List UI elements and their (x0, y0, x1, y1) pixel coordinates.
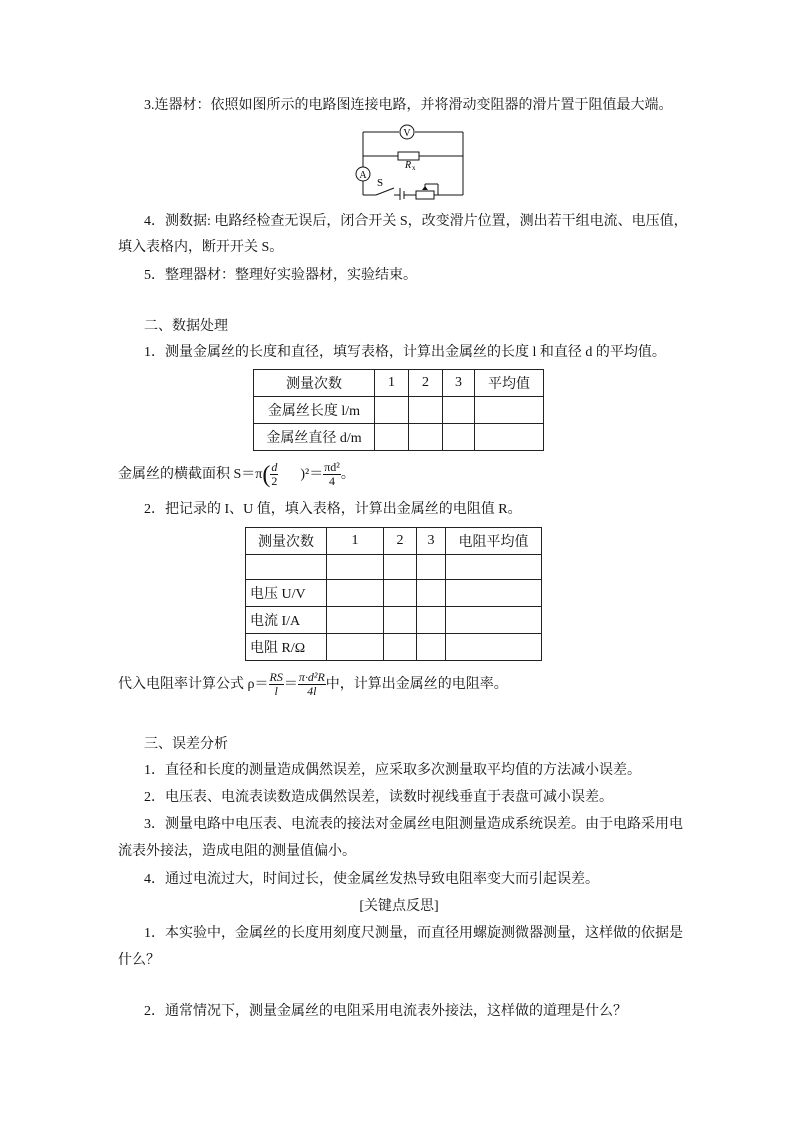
area-eq: )²＝ (300, 467, 324, 482)
voltmeter-label: V (403, 128, 411, 139)
reflection-heading: [关键点反思] (359, 899, 439, 914)
switch-label: S (377, 177, 384, 189)
table1-cell (475, 424, 544, 451)
rho-fraction-rs-l: $\frac{RS}{l}$ (269, 670, 283, 699)
table1-cell (475, 397, 544, 424)
section-3-item-4: 4．通过电流过大，时间过长，使金属丝发热导致电阻率变大而引起误差。 (144, 872, 599, 887)
table1-cell (443, 397, 475, 424)
table1-row-label: 金属丝直径 d/m (254, 424, 375, 451)
step-4-line1: 4．测数据: 电路经检查无误后，闭合开关 S，改变滑片位置，测出若干组电流、电压值， (144, 214, 688, 229)
section-3-item-1: 1．直径和长度的测量造成偶然误差，应采取多次测量取平均值的方法减小误差。 (144, 763, 641, 778)
section-3-heading: 三、误差分析 (144, 737, 228, 752)
section-2-item-2: 2．把记录的 I、U 值，填入表格，计算出金属丝的电阻值 R。 (144, 502, 522, 517)
table1-header: 测量次数 (254, 370, 375, 397)
table2-cell (384, 634, 417, 661)
table1-header: 3 (443, 370, 475, 397)
table1-cell (375, 424, 409, 451)
table2-cell (384, 607, 417, 634)
table2-cell (446, 634, 542, 661)
table2-cell (446, 555, 542, 580)
rheostat (416, 191, 434, 199)
table1-cell (375, 397, 409, 424)
left-paren: ( (262, 461, 271, 488)
section-3-item-2: 2．电压表、电流表读数造成偶然误差，读数时视线垂直于表盘可减小误差。 (144, 790, 613, 805)
table2-header: 电阻平均值 (446, 528, 542, 555)
rho-fraction-pid2r: $\frac{\text{π·d²R}}{4l}$ (298, 670, 325, 699)
table2-cell (327, 580, 384, 607)
step-5: 5．整理器材：整理好实验器材，实验结束。 (144, 268, 417, 283)
table2-header: 测量次数 (246, 528, 327, 555)
resistor-rx (398, 152, 419, 160)
area-fraction-pid2: $\frac{\text{πd²}}{4}$ (324, 460, 340, 489)
step-4-line2: 填入表格内，断开开关 S。 (118, 240, 284, 255)
table2-cell (446, 607, 542, 634)
table2-cell (384, 580, 417, 607)
rho-suffix: 中，计算出金属丝的电阻率。 (325, 677, 508, 692)
table1-cell (409, 424, 443, 451)
reflection-q2: 2．通常情况下，测量金属丝的电阻采用电流表外接法，这样做的道理是什么？ (144, 1004, 627, 1019)
resistor-label: R (405, 160, 412, 171)
section-3-item-3-line2: 流表外接法，造成电阻的测量值偏小。 (118, 844, 356, 859)
table2-cell (446, 580, 542, 607)
area-formula (118, 460, 680, 490)
table2-row-label: 电流 I/A (246, 607, 327, 634)
table2-row-label: 电阻 R/Ω (246, 634, 327, 661)
area-suffix: 。 (340, 467, 355, 482)
table2-header: 1 (327, 528, 384, 555)
length-diameter-table (253, 369, 544, 451)
table2-cell (417, 607, 446, 634)
area-prefix: 金属丝的横截面积 S＝π (118, 467, 263, 482)
rho-eq: ＝ (283, 677, 298, 692)
section-2-heading: 二、数据处理 (144, 319, 228, 334)
reflection-q1-line2: 什么？ (118, 953, 160, 968)
table2-row-label: 电压 U/V (246, 580, 327, 607)
section-3-item-3-line1: 3．测量电路中电压表、电流表的接法对金属丝电阻测量造成系统误差。由于电路采用电 (144, 817, 683, 832)
resistance-table (245, 527, 542, 661)
table1-header: 1 (375, 370, 409, 397)
step-3-connect: 3.连器材：依照如图所示的电路图连接电路，并将滑动变阻器的滑片置于阻值最大端。 (144, 98, 673, 113)
reflection-q1-line1: 1．本实验中，金属丝的长度用刻度尺测量，而直径用螺旋测微器测量，这样做的依据是 (144, 926, 683, 941)
table2-header: 2 (384, 528, 417, 555)
table2-cell (417, 580, 446, 607)
area-fraction-d2: $\frac{d}{2}$ (271, 460, 278, 489)
resistivity-formula (118, 668, 680, 702)
table2-cell (384, 555, 417, 580)
ammeter-label: A (359, 170, 367, 181)
table2-cell (327, 607, 384, 634)
circuit-diagram (0, 120, 794, 200)
rho-prefix: 代入电阻率计算公式 ρ＝ (118, 677, 269, 692)
table2-cell (327, 555, 384, 580)
table2-cell (327, 634, 384, 661)
table2-cell (417, 555, 446, 580)
table2-row-label (246, 555, 327, 580)
resistor-subscript: x (412, 164, 416, 172)
table2-cell (417, 634, 446, 661)
table1-header: 2 (409, 370, 443, 397)
table2-header: 3 (417, 528, 446, 555)
table1-cell (409, 397, 443, 424)
table1-row-label: 金属丝长度 l/m (254, 397, 375, 424)
section-2-item-1: 1．测量金属丝的长度和直径，填写表格，计算出金属丝的长度 l 和直径 d 的平均值。 (144, 345, 666, 360)
table1-cell (443, 424, 475, 451)
table1-header: 平均值 (475, 370, 544, 397)
